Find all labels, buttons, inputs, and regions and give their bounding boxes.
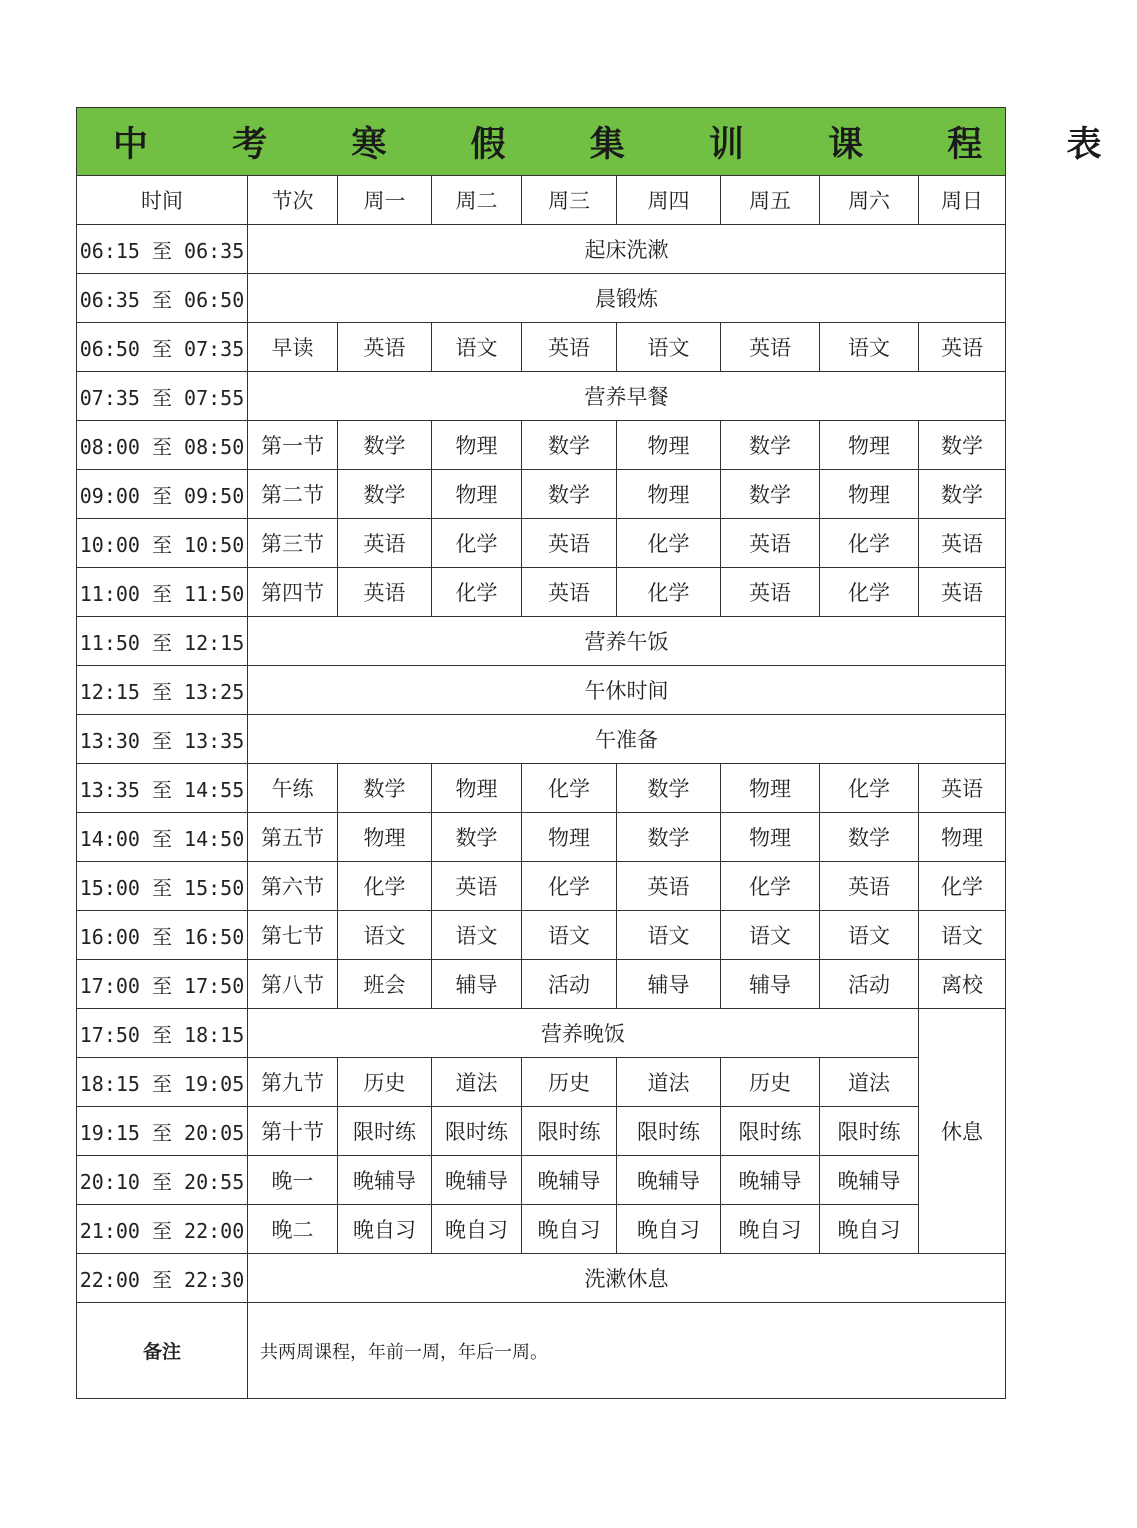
activity-cell: 洗漱休息 (248, 1254, 1006, 1303)
time-cell: 09:00 至 09:50 (77, 470, 248, 519)
time-cell: 15:00 至 15:50 (77, 862, 248, 911)
subject-cell: 数学 (522, 470, 617, 519)
subject-cell: 限时练 (522, 1107, 617, 1156)
time-cell: 21:00 至 22:00 (77, 1205, 248, 1254)
subject-cell: 物理 (338, 813, 432, 862)
activity-cell: 营养晚饭 (248, 1009, 919, 1058)
schedule-row (77, 666, 1006, 715)
schedule-row (77, 764, 1006, 813)
subject-cell: 语文 (721, 911, 820, 960)
subject-cell: 语文 (919, 911, 1006, 960)
period-cell: 第十节 (248, 1107, 338, 1156)
subject-cell: 英语 (338, 568, 432, 617)
subject-cell: 物理 (820, 470, 919, 519)
subject-cell: 限时练 (432, 1107, 522, 1156)
header-cell: 周六 (820, 176, 919, 225)
subject-cell: 化学 (432, 568, 522, 617)
time-cell: 11:00 至 11:50 (77, 568, 248, 617)
subject-cell: 化学 (820, 519, 919, 568)
subject-cell: 晚辅导 (338, 1156, 432, 1205)
subject-cell: 物理 (432, 470, 522, 519)
remark-row (77, 1303, 1006, 1399)
subject-cell: 英语 (338, 519, 432, 568)
subject-cell: 道法 (820, 1058, 919, 1107)
subject-cell: 物理 (617, 470, 721, 519)
time-cell: 18:15 至 19:05 (77, 1058, 248, 1107)
subject-cell: 限时练 (820, 1107, 919, 1156)
schedule-row (77, 1254, 1006, 1303)
subject-cell: 英语 (721, 519, 820, 568)
schedule-row (77, 1205, 1006, 1254)
subject-cell: 化学 (919, 862, 1006, 911)
schedule-row (77, 372, 1006, 421)
subject-cell: 道法 (617, 1058, 721, 1107)
subject-cell: 英语 (721, 323, 820, 372)
subject-cell: 英语 (919, 519, 1006, 568)
time-cell: 06:15 至 06:35 (77, 225, 248, 274)
time-cell: 11:50 至 12:15 (77, 617, 248, 666)
time-cell: 22:00 至 22:30 (77, 1254, 248, 1303)
subject-cell: 英语 (522, 568, 617, 617)
subject-cell: 语文 (820, 911, 919, 960)
header-cell: 周一 (338, 176, 432, 225)
subject-cell: 物理 (721, 764, 820, 813)
header-cell: 周四 (617, 176, 721, 225)
subject-cell: 数学 (721, 421, 820, 470)
subject-cell: 化学 (432, 519, 522, 568)
subject-cell: 英语 (617, 862, 721, 911)
schedule-table (76, 107, 1137, 1399)
subject-cell: 英语 (919, 323, 1006, 372)
schedule-row (77, 519, 1006, 568)
subject-cell: 班会 (338, 960, 432, 1009)
header-cell: 周二 (432, 176, 522, 225)
period-cell: 第一节 (248, 421, 338, 470)
header-cell: 时间 (77, 176, 248, 225)
subject-cell: 晚自习 (338, 1205, 432, 1254)
subject-cell: 辅导 (721, 960, 820, 1009)
subject-cell: 数学 (721, 470, 820, 519)
subject-cell: 数学 (820, 813, 919, 862)
subject-cell: 化学 (617, 519, 721, 568)
subject-cell: 英语 (432, 862, 522, 911)
schedule-row (77, 421, 1006, 470)
time-cell: 14:00 至 14:50 (77, 813, 248, 862)
time-cell: 17:50 至 18:15 (77, 1009, 248, 1058)
schedule-row (77, 911, 1006, 960)
period-cell: 第八节 (248, 960, 338, 1009)
time-cell: 16:00 至 16:50 (77, 911, 248, 960)
subject-cell: 语文 (338, 911, 432, 960)
schedule-row (77, 1058, 1006, 1107)
subject-cell: 晚辅导 (522, 1156, 617, 1205)
subject-cell: 晚自习 (522, 1205, 617, 1254)
subject-cell: 辅导 (432, 960, 522, 1009)
remark-label: 备注 (77, 1303, 248, 1399)
header-cell: 节次 (248, 176, 338, 225)
subject-cell: 限时练 (617, 1107, 721, 1156)
schedule-row (77, 1156, 1006, 1205)
schedule-row (77, 1009, 1006, 1058)
subject-cell: 语文 (617, 323, 721, 372)
time-cell: 06:50 至 07:35 (77, 323, 248, 372)
subject-cell: 语文 (617, 911, 721, 960)
header-cell: 周日 (919, 176, 1006, 225)
subject-cell: 化学 (820, 568, 919, 617)
subject-cell: 英语 (522, 323, 617, 372)
time-cell: 19:15 至 20:05 (77, 1107, 248, 1156)
period-cell: 第七节 (248, 911, 338, 960)
subject-cell: 英语 (919, 568, 1006, 617)
schedule-row (77, 862, 1006, 911)
activity-cell: 晨锻炼 (248, 274, 1006, 323)
activity-cell: 营养午饭 (248, 617, 1006, 666)
subject-cell: 数学 (338, 764, 432, 813)
schedule-row (77, 1107, 1006, 1156)
schedule-row (77, 617, 1006, 666)
subject-cell: 离校 (919, 960, 1006, 1009)
subject-cell: 物理 (432, 421, 522, 470)
subject-cell: 晚自习 (432, 1205, 522, 1254)
subject-cell: 晚辅导 (820, 1156, 919, 1205)
subject-cell: 辅导 (617, 960, 721, 1009)
subject-cell: 限时练 (338, 1107, 432, 1156)
activity-cell: 午准备 (248, 715, 1006, 764)
subject-cell: 化学 (721, 862, 820, 911)
subject-cell: 物理 (522, 813, 617, 862)
subject-cell: 数学 (522, 421, 617, 470)
subject-cell: 物理 (721, 813, 820, 862)
period-cell: 第五节 (248, 813, 338, 862)
subject-cell: 晚辅导 (721, 1156, 820, 1205)
period-cell: 晚二 (248, 1205, 338, 1254)
activity-cell: 午休时间 (248, 666, 1006, 715)
time-cell: 07:35 至 07:55 (77, 372, 248, 421)
remark-text: 共两周课程，年前一周，年后一周。 (248, 1303, 1006, 1399)
schedule-row (77, 715, 1006, 764)
subject-cell: 英语 (522, 519, 617, 568)
subject-cell: 历史 (522, 1058, 617, 1107)
period-cell: 晚一 (248, 1156, 338, 1205)
subject-cell: 晚辅导 (432, 1156, 522, 1205)
period-cell: 第六节 (248, 862, 338, 911)
period-cell: 午练 (248, 764, 338, 813)
subject-cell: 语文 (820, 323, 919, 372)
schedule-title: 中 考 寒 假 集 训 课 程 表 (77, 108, 1006, 176)
period-cell: 第三节 (248, 519, 338, 568)
header-row (77, 176, 1006, 225)
schedule-row (77, 274, 1006, 323)
subject-cell: 历史 (721, 1058, 820, 1107)
subject-cell: 化学 (522, 764, 617, 813)
subject-cell: 晚辅导 (617, 1156, 721, 1205)
subject-cell: 数学 (617, 813, 721, 862)
subject-cell: 英语 (338, 323, 432, 372)
schedule-row (77, 568, 1006, 617)
period-cell: 第四节 (248, 568, 338, 617)
time-cell: 20:10 至 20:55 (77, 1156, 248, 1205)
subject-cell: 英语 (919, 764, 1006, 813)
subject-cell: 道法 (432, 1058, 522, 1107)
subject-cell: 晚自习 (721, 1205, 820, 1254)
time-cell: 08:00 至 08:50 (77, 421, 248, 470)
subject-cell: 数学 (338, 470, 432, 519)
schedule-row (77, 960, 1006, 1009)
time-cell: 12:15 至 13:25 (77, 666, 248, 715)
subject-cell: 语文 (522, 911, 617, 960)
subject-cell: 化学 (617, 568, 721, 617)
subject-cell: 活动 (820, 960, 919, 1009)
period-cell: 第九节 (248, 1058, 338, 1107)
subject-cell: 数学 (919, 470, 1006, 519)
activity-cell: 起床洗漱 (248, 225, 1006, 274)
activity-cell: 营养早餐 (248, 372, 1006, 421)
header-cell: 周五 (721, 176, 820, 225)
header-cell: 周三 (522, 176, 617, 225)
subject-cell: 化学 (338, 862, 432, 911)
subject-cell: 化学 (522, 862, 617, 911)
subject-cell: 化学 (820, 764, 919, 813)
time-cell: 10:00 至 10:50 (77, 519, 248, 568)
schedule-row (77, 470, 1006, 519)
subject-cell: 活动 (522, 960, 617, 1009)
schedule-sheet (76, 107, 1137, 1399)
time-cell: 13:35 至 14:55 (77, 764, 248, 813)
subject-cell: 数学 (919, 421, 1006, 470)
schedule-row (77, 225, 1006, 274)
subject-cell: 语文 (432, 323, 522, 372)
subject-cell: 英语 (820, 862, 919, 911)
sunday-rest-cell: 休息 (919, 1009, 1006, 1254)
time-cell: 06:35 至 06:50 (77, 274, 248, 323)
subject-cell: 物理 (820, 421, 919, 470)
subject-cell: 数学 (617, 764, 721, 813)
subject-cell: 物理 (432, 764, 522, 813)
period-cell: 第二节 (248, 470, 338, 519)
subject-cell: 语文 (432, 911, 522, 960)
subject-cell: 晚自习 (617, 1205, 721, 1254)
subject-cell: 晚自习 (820, 1205, 919, 1254)
subject-cell: 英语 (721, 568, 820, 617)
time-cell: 13:30 至 13:35 (77, 715, 248, 764)
subject-cell: 物理 (919, 813, 1006, 862)
subject-cell: 物理 (617, 421, 721, 470)
subject-cell: 历史 (338, 1058, 432, 1107)
subject-cell: 限时练 (721, 1107, 820, 1156)
subject-cell: 数学 (338, 421, 432, 470)
subject-cell: 数学 (432, 813, 522, 862)
schedule-row (77, 323, 1006, 372)
time-cell: 17:00 至 17:50 (77, 960, 248, 1009)
schedule-row (77, 813, 1006, 862)
period-cell: 早读 (248, 323, 338, 372)
